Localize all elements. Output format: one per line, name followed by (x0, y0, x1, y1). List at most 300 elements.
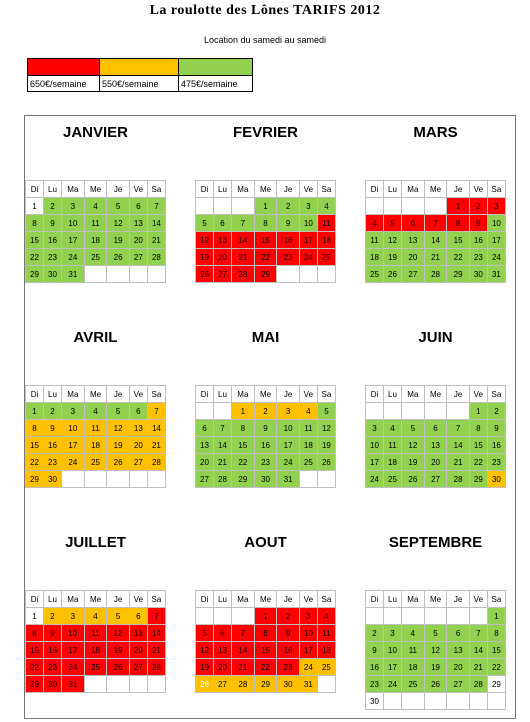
day-cell: 25 (384, 471, 402, 488)
day-cell: 4 (366, 215, 384, 232)
day-cell: 13 (129, 420, 147, 437)
day-cell (84, 471, 107, 488)
week-row (366, 232, 506, 249)
day-cell: 18 (366, 249, 384, 266)
weekday-header: Je (107, 386, 129, 403)
day-cell: 10 (384, 642, 402, 659)
month-name: FEVRIER (232, 124, 298, 141)
day-cell: 24 (299, 249, 317, 266)
week-row (26, 249, 166, 266)
day-cell: 15 (26, 642, 44, 659)
week-row (196, 420, 336, 437)
day-cell: 13 (424, 437, 447, 454)
weekday-header: Lu (384, 386, 402, 403)
day-cell: 24 (62, 659, 85, 676)
day-cell (299, 266, 317, 283)
day-cell: 22 (447, 249, 469, 266)
day-cell: 11 (84, 215, 107, 232)
day-cell: 14 (469, 642, 487, 659)
day-cell: 13 (214, 642, 232, 659)
day-cell: 12 (196, 232, 214, 249)
weekday-header: Je (447, 181, 469, 198)
day-cell: 25 (317, 659, 335, 676)
day-cell: 31 (62, 266, 85, 283)
day-cell (384, 198, 402, 215)
week-row (366, 676, 506, 693)
weekday-header-row (366, 181, 506, 198)
day-cell: 1 (26, 608, 44, 625)
day-cell: 23 (487, 454, 505, 471)
weekday-header: Di (196, 591, 214, 608)
day-cell: 1 (447, 198, 469, 215)
day-cell (424, 608, 447, 625)
weekday-header: Sa (487, 591, 505, 608)
day-cell (366, 403, 384, 420)
day-cell: 8 (26, 420, 44, 437)
day-cell (384, 403, 402, 420)
day-cell: 13 (402, 232, 425, 249)
day-cell: 20 (129, 437, 147, 454)
day-cell: 17 (384, 659, 402, 676)
day-cell: 7 (424, 215, 447, 232)
day-cell (147, 471, 165, 488)
day-cell (366, 198, 384, 215)
day-cell: 8 (487, 625, 505, 642)
day-cell: 1 (254, 608, 277, 625)
weekday-header-row (366, 591, 506, 608)
day-cell: 2 (44, 608, 62, 625)
day-cell: 16 (487, 437, 505, 454)
day-cell: 20 (196, 454, 214, 471)
day-cell: 8 (254, 625, 277, 642)
week-row (366, 608, 506, 625)
day-cell: 21 (424, 249, 447, 266)
day-cell: 24 (384, 676, 402, 693)
day-cell: 3 (62, 608, 85, 625)
day-cell: 22 (232, 454, 255, 471)
day-cell: 5 (402, 420, 425, 437)
day-cell: 24 (62, 249, 85, 266)
day-cell: 29 (254, 266, 277, 283)
day-cell: 14 (447, 437, 469, 454)
weekday-header: Je (447, 386, 469, 403)
week-row (26, 608, 166, 625)
day-cell: 23 (469, 249, 487, 266)
day-cell: 21 (147, 642, 165, 659)
weekday-header: Sa (147, 386, 165, 403)
day-cell: 30 (487, 471, 505, 488)
day-cell: 1 (26, 198, 44, 215)
legend-label-mid: 550€/semaine (100, 76, 179, 92)
day-cell: 24 (277, 454, 299, 471)
legend-swatch-high (28, 59, 100, 76)
weekday-header: Ve (299, 386, 317, 403)
weekday-header: Me (424, 386, 447, 403)
month-grid (25, 180, 166, 283)
day-cell: 25 (366, 266, 384, 283)
day-cell: 15 (26, 437, 44, 454)
day-cell (196, 403, 214, 420)
month-name: MARS (413, 124, 458, 141)
day-cell: 6 (129, 608, 147, 625)
week-row (196, 676, 336, 693)
day-cell: 18 (317, 232, 335, 249)
day-cell: 29 (26, 676, 44, 693)
week-row (196, 471, 336, 488)
day-cell: 9 (277, 625, 299, 642)
day-cell: 5 (107, 608, 129, 625)
day-cell (277, 266, 299, 283)
day-cell: 28 (447, 471, 469, 488)
day-cell: 14 (232, 232, 255, 249)
day-cell: 23 (254, 454, 277, 471)
weekday-header-row (196, 386, 336, 403)
day-cell: 30 (366, 693, 384, 710)
day-cell: 6 (214, 625, 232, 642)
weekday-header: Lu (44, 591, 62, 608)
day-cell (366, 608, 384, 625)
week-row (196, 198, 336, 215)
day-cell: 26 (107, 249, 129, 266)
day-cell: 28 (147, 249, 165, 266)
day-cell: 9 (254, 420, 277, 437)
day-cell: 3 (277, 403, 299, 420)
day-cell: 14 (424, 232, 447, 249)
day-cell: 21 (214, 454, 232, 471)
day-cell: 20 (214, 249, 232, 266)
day-cell (317, 266, 335, 283)
day-cell: 29 (26, 266, 44, 283)
day-cell: 9 (44, 420, 62, 437)
weekday-header-row (196, 591, 336, 608)
day-cell: 16 (277, 232, 299, 249)
day-cell: 16 (44, 642, 62, 659)
day-cell: 20 (447, 659, 469, 676)
day-cell: 29 (254, 676, 277, 693)
month-grid (365, 180, 506, 283)
weekday-header: Ma (62, 591, 85, 608)
day-cell: 15 (447, 232, 469, 249)
day-cell: 21 (147, 437, 165, 454)
day-cell: 17 (299, 642, 317, 659)
day-cell (447, 403, 469, 420)
weekday-header: Ma (232, 181, 255, 198)
page-title: La roulotte des Lônes TARIFS 2012 (149, 3, 381, 18)
day-cell: 20 (129, 232, 147, 249)
day-cell: 2 (44, 403, 62, 420)
weekday-header: Ma (402, 386, 425, 403)
week-row (366, 693, 506, 710)
day-cell: 27 (129, 659, 147, 676)
day-cell: 19 (107, 642, 129, 659)
month-grid (25, 590, 166, 693)
week-row (26, 215, 166, 232)
day-cell: 19 (384, 249, 402, 266)
weekday-header: Je (447, 591, 469, 608)
day-cell: 10 (62, 215, 85, 232)
day-cell: 20 (424, 454, 447, 471)
day-cell: 23 (44, 659, 62, 676)
day-cell: 30 (277, 676, 299, 693)
day-cell: 26 (384, 266, 402, 283)
day-cell: 1 (232, 403, 255, 420)
weekday-header: Ve (469, 181, 487, 198)
day-cell: 15 (26, 232, 44, 249)
day-cell: 7 (469, 625, 487, 642)
day-cell: 28 (232, 676, 255, 693)
weekday-header-row (366, 386, 506, 403)
day-cell (402, 198, 425, 215)
day-cell: 28 (424, 266, 447, 283)
day-cell: 29 (487, 676, 505, 693)
day-cell: 17 (62, 437, 85, 454)
day-cell: 3 (299, 608, 317, 625)
weekday-header: Ve (469, 386, 487, 403)
day-cell (402, 693, 425, 710)
day-cell: 10 (366, 437, 384, 454)
day-cell (317, 471, 335, 488)
day-cell: 27 (402, 266, 425, 283)
week-row (196, 266, 336, 283)
weekday-header: Me (254, 591, 277, 608)
day-cell: 23 (277, 659, 299, 676)
day-cell: 9 (44, 215, 62, 232)
weekday-header: Me (424, 591, 447, 608)
legend-swatch-low (179, 59, 253, 76)
day-cell (107, 471, 129, 488)
day-cell: 3 (62, 198, 85, 215)
day-cell: 20 (402, 249, 425, 266)
day-cell: 27 (196, 471, 214, 488)
day-cell: 29 (26, 471, 44, 488)
day-cell: 10 (277, 420, 299, 437)
day-cell (402, 403, 425, 420)
day-cell: 1 (26, 403, 44, 420)
month-grid (365, 590, 506, 710)
day-cell: 30 (44, 266, 62, 283)
weekday-header: Di (366, 591, 384, 608)
day-cell (196, 198, 214, 215)
day-cell: 27 (214, 266, 232, 283)
day-cell: 27 (129, 249, 147, 266)
day-cell: 30 (44, 676, 62, 693)
week-row (366, 642, 506, 659)
weekday-header: Je (277, 181, 299, 198)
day-cell: 4 (317, 608, 335, 625)
day-cell: 7 (447, 420, 469, 437)
day-cell: 23 (44, 454, 62, 471)
weekday-header: Di (26, 591, 44, 608)
day-cell: 11 (317, 625, 335, 642)
day-cell: 26 (402, 471, 425, 488)
week-row (196, 659, 336, 676)
day-cell: 22 (26, 659, 44, 676)
day-cell: 17 (487, 232, 505, 249)
day-cell: 8 (232, 420, 255, 437)
day-cell (317, 676, 335, 693)
day-cell: 19 (424, 659, 447, 676)
day-cell: 16 (44, 232, 62, 249)
day-cell: 4 (299, 403, 317, 420)
legend-swatch-mid (100, 59, 179, 76)
day-cell: 9 (366, 642, 384, 659)
day-cell: 4 (84, 198, 107, 215)
day-cell (214, 403, 232, 420)
day-cell: 7 (214, 420, 232, 437)
day-cell: 25 (84, 249, 107, 266)
day-cell: 31 (299, 676, 317, 693)
legend-label-high: 650€/semaine (28, 76, 100, 92)
day-cell: 27 (424, 471, 447, 488)
day-cell: 10 (299, 215, 317, 232)
weekday-header: Ve (129, 181, 147, 198)
weekday-header: Me (84, 181, 107, 198)
day-cell (487, 693, 505, 710)
day-cell: 18 (402, 659, 425, 676)
day-cell: 12 (317, 420, 335, 437)
day-cell: 9 (44, 625, 62, 642)
day-cell: 21 (147, 232, 165, 249)
day-cell: 25 (84, 659, 107, 676)
day-cell: 7 (232, 215, 255, 232)
day-cell: 2 (366, 625, 384, 642)
day-cell: 14 (147, 215, 165, 232)
day-cell: 10 (62, 420, 85, 437)
day-cell: 18 (84, 437, 107, 454)
day-cell: 29 (469, 471, 487, 488)
day-cell: 5 (384, 215, 402, 232)
day-cell: 12 (107, 215, 129, 232)
weekday-header: Je (107, 181, 129, 198)
weekday-header: Lu (384, 181, 402, 198)
month-name: JUILLET (65, 534, 126, 551)
day-cell: 19 (402, 454, 425, 471)
day-cell: 8 (26, 215, 44, 232)
day-cell: 21 (232, 249, 255, 266)
day-cell (424, 198, 447, 215)
week-row (26, 198, 166, 215)
day-cell: 5 (424, 625, 447, 642)
weekday-header: Sa (317, 181, 335, 198)
day-cell: 18 (317, 642, 335, 659)
day-cell: 18 (84, 642, 107, 659)
day-cell: 13 (214, 232, 232, 249)
week-row (26, 420, 166, 437)
week-row (366, 249, 506, 266)
day-cell: 29 (232, 471, 255, 488)
day-cell: 23 (44, 249, 62, 266)
weekday-header: Me (254, 386, 277, 403)
day-cell: 6 (214, 215, 232, 232)
day-cell: 14 (214, 437, 232, 454)
day-cell: 24 (62, 454, 85, 471)
day-cell: 6 (129, 198, 147, 215)
weekday-header: Di (26, 386, 44, 403)
day-cell (214, 608, 232, 625)
weekday-header: Lu (214, 181, 232, 198)
price-legend (27, 58, 253, 92)
day-cell: 27 (129, 454, 147, 471)
day-cell: 18 (299, 437, 317, 454)
weekday-header: Sa (487, 181, 505, 198)
day-cell: 28 (214, 471, 232, 488)
month-grid (195, 590, 336, 693)
day-cell: 18 (384, 454, 402, 471)
weekday-header: Je (277, 591, 299, 608)
day-cell (196, 608, 214, 625)
weekday-header: Je (107, 591, 129, 608)
day-cell: 1 (254, 198, 277, 215)
day-cell (232, 608, 255, 625)
day-cell: 11 (84, 625, 107, 642)
day-cell: 2 (254, 403, 277, 420)
day-cell: 4 (317, 198, 335, 215)
weekday-header: Ve (299, 591, 317, 608)
day-cell: 16 (254, 437, 277, 454)
day-cell: 6 (129, 403, 147, 420)
day-cell: 13 (196, 437, 214, 454)
day-cell: 2 (469, 198, 487, 215)
week-row (26, 403, 166, 420)
week-row (366, 215, 506, 232)
day-cell: 17 (299, 232, 317, 249)
weekday-header: Lu (44, 386, 62, 403)
day-cell: 5 (196, 215, 214, 232)
day-cell (107, 676, 129, 693)
day-cell (299, 471, 317, 488)
day-cell: 3 (299, 198, 317, 215)
week-row (196, 454, 336, 471)
weekday-header: Lu (214, 591, 232, 608)
month-name: AVRIL (73, 329, 118, 346)
legend-label-low: 475€/semaine (179, 76, 253, 92)
month-name: MAI (251, 329, 280, 346)
weekday-header-row (26, 181, 166, 198)
day-cell: 6 (424, 420, 447, 437)
day-cell (447, 608, 469, 625)
week-row (26, 454, 166, 471)
day-cell: 13 (447, 642, 469, 659)
day-cell (447, 693, 469, 710)
day-cell (469, 693, 487, 710)
day-cell: 11 (402, 642, 425, 659)
weekday-header: Lu (384, 591, 402, 608)
day-cell (424, 403, 447, 420)
day-cell: 17 (62, 642, 85, 659)
day-cell: 2 (277, 608, 299, 625)
day-cell: 6 (402, 215, 425, 232)
day-cell (469, 608, 487, 625)
day-cell: 3 (62, 403, 85, 420)
weekday-header-row (26, 591, 166, 608)
day-cell: 22 (469, 454, 487, 471)
day-cell: 12 (424, 642, 447, 659)
day-cell: 28 (469, 676, 487, 693)
day-cell: 19 (196, 659, 214, 676)
day-cell: 11 (299, 420, 317, 437)
day-cell: 25 (402, 676, 425, 693)
day-cell: 14 (147, 625, 165, 642)
day-cell: 12 (384, 232, 402, 249)
weekday-header: Me (424, 181, 447, 198)
day-cell: 11 (84, 420, 107, 437)
weekday-header: Sa (487, 386, 505, 403)
day-cell (232, 198, 255, 215)
day-cell: 27 (447, 676, 469, 693)
weekday-header: Me (254, 181, 277, 198)
day-cell: 8 (26, 625, 44, 642)
day-cell: 23 (366, 676, 384, 693)
